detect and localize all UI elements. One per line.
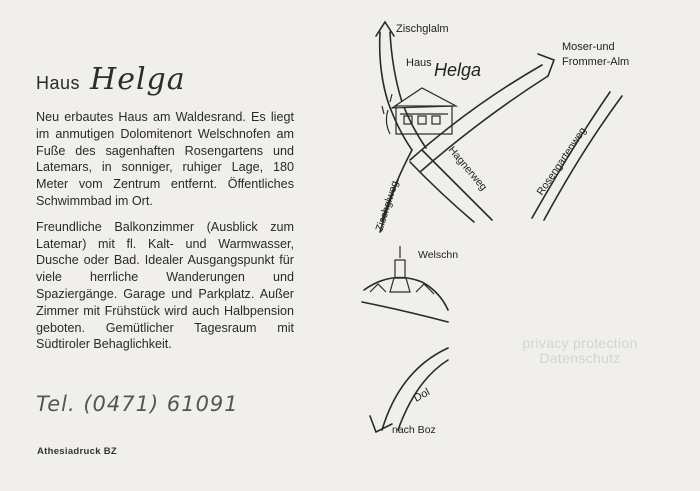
watermark-line-1: privacy protection — [522, 335, 638, 351]
location-map — [352, 10, 700, 440]
label-rosengartenweg: Rosengartenweg — [534, 125, 589, 198]
label-moser-2: Frommer-Alm — [562, 56, 630, 68]
privacy-watermark — [500, 336, 660, 366]
description-column — [36, 62, 294, 362]
house-icon — [382, 88, 456, 134]
description-paragraph-2: Freundliche Balkonzimmer (Ausblick zum Latemar) mit fl. Kalt- und Warmwasser, Dusche oder Bad. Idealer Ausgangspunkt für viele herrliche Wanderungen und Spaziergänge. Garage und Parkplatz. Außer Zimmer mit Frühstück wird auch Halbpension geboten. Gemütlicher Tagesraum mit Südtiroler Behaglichkeit. — [36, 219, 294, 352]
title-haus: Haus — [36, 73, 81, 93]
printer-credit: Athesiadruck BZ — [37, 446, 117, 457]
description-paragraph-1: Neu erbautes Haus am Waldesrand. Es liegt im anmutigen Dolomitenort Welschnofen am Fuße des sagenhaften Rosengartens und Latemars, in sonniger, ruhiger Lage, 180 Meter vom Zentrum entfernt. Öffentliches Schwimmbad im Ort. — [36, 110, 294, 208]
arrow-zischglalm-icon — [376, 22, 394, 36]
label-village: Welschn — [418, 249, 459, 261]
label-hagnerweg: Hagnerweg — [445, 144, 490, 194]
village-ground — [362, 302, 448, 322]
label-zischglalm: Zischglalm — [396, 23, 449, 35]
label-zischglweg: Zischglweg — [373, 179, 402, 233]
page-title — [36, 62, 294, 97]
road-bozen — [382, 348, 448, 430]
watermark-line-2: Datenschutz — [539, 350, 621, 366]
label-dol: Dol — [411, 386, 432, 405]
arrow-bozen-icon — [370, 416, 392, 432]
label-moser-1: Moser-und — [562, 41, 615, 53]
label-bozen: nach Boz — [392, 424, 436, 436]
label-house-haus: Haus — [406, 57, 432, 69]
label-house-helga: Helga — [434, 60, 482, 80]
phone-number: Tel. (0471) 61091 — [36, 392, 239, 416]
title-helga: Helga — [90, 62, 186, 97]
